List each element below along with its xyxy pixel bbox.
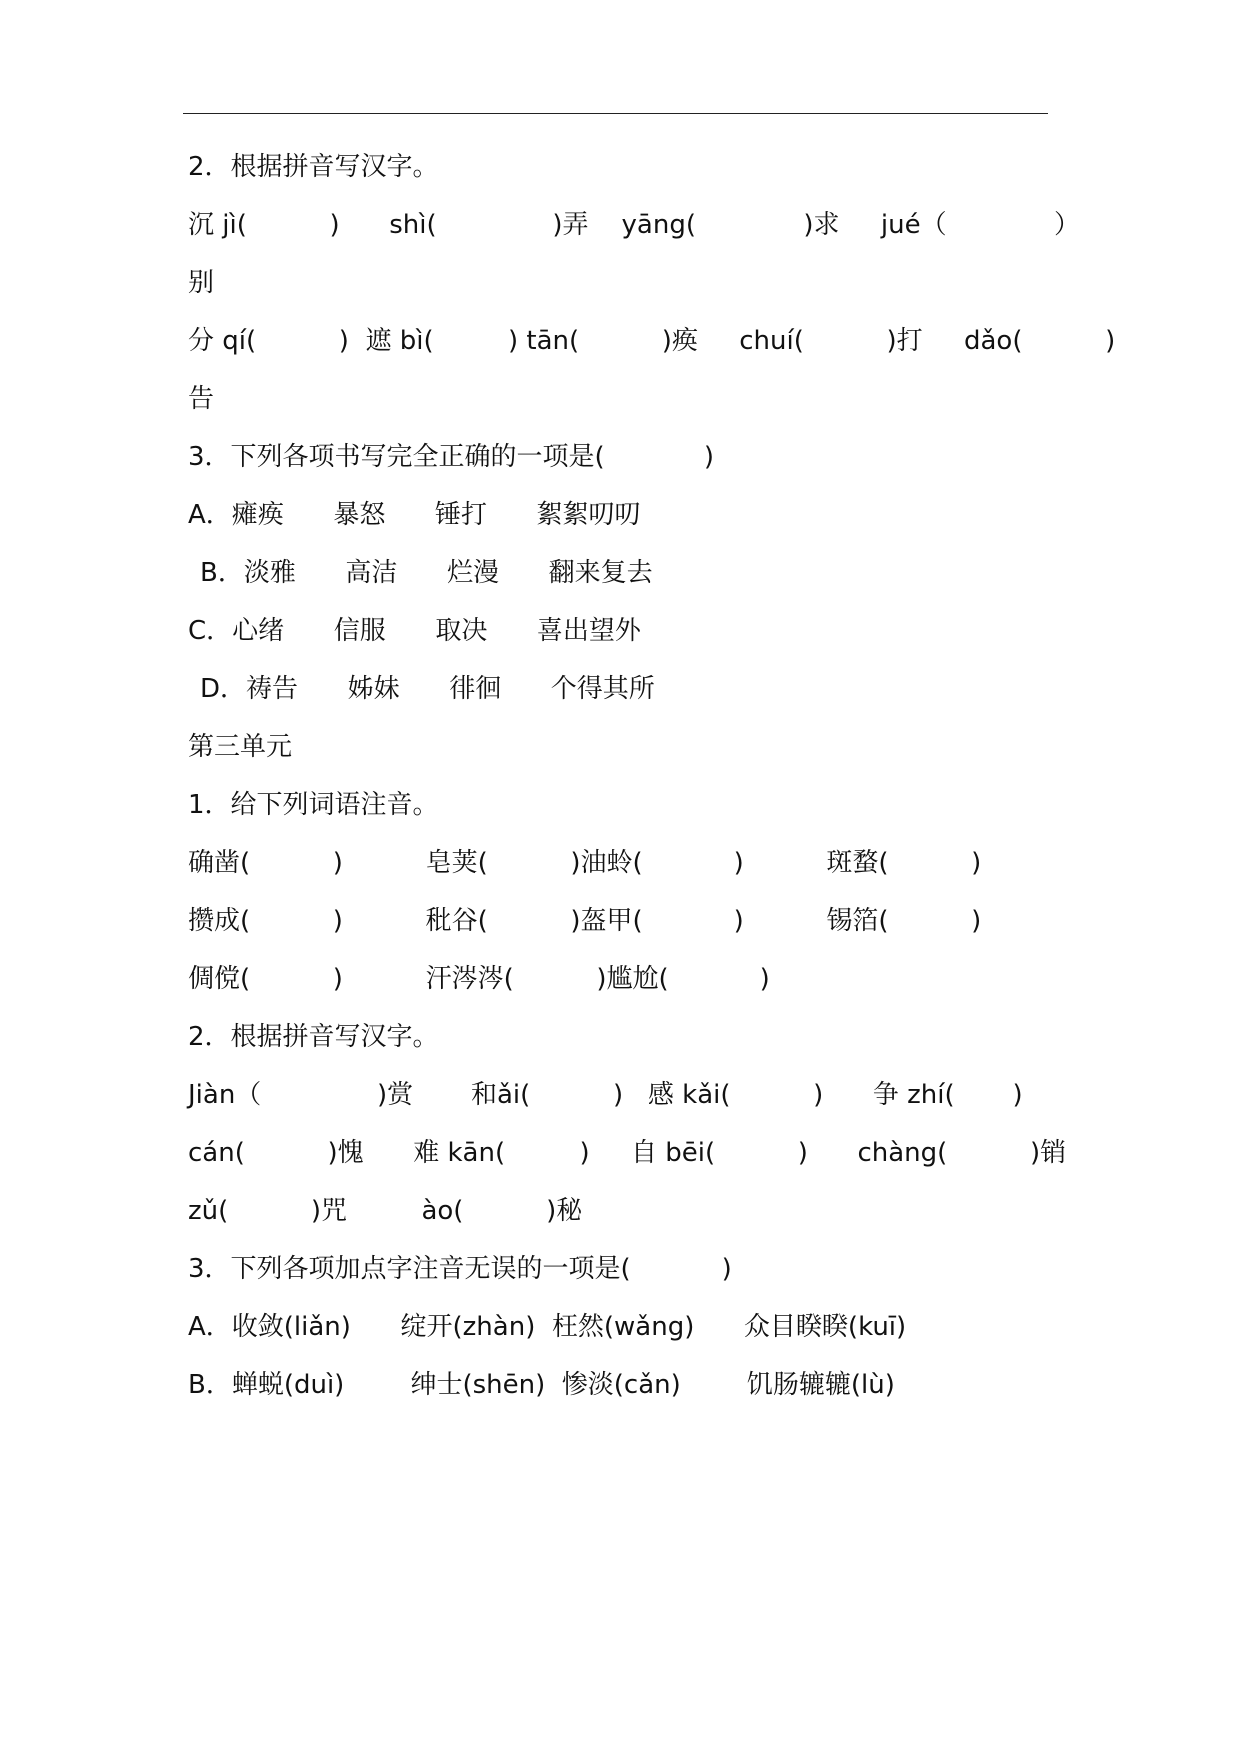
question-2-title: 2．根据拼音写汉字。 (188, 152, 439, 182)
option-b: B．淡雅 高洁 烂漫 翻来复去 (200, 558, 653, 588)
option-b2: B．蝉蜕(duì) 绅士(shēn) 惨淡(cǎn) 饥肠辘辘(lù) (188, 1370, 895, 1400)
option-a2: A．收敛(liǎn) 绽开(zhàn) 枉然(wǎng) 众目睽睽(kuī) (188, 1312, 907, 1342)
pinyin-line-2-wrap: 告 (188, 384, 215, 414)
words-line-2: 攒成( ) 秕谷( )盔甲( ) 锡箔( ) (188, 906, 982, 936)
pinyin-line-1: 沉 jì( ) shì( )弄 yāng( )求 jué（ ） (188, 210, 1081, 240)
option-c: C．心绪 信服 取决 喜出望外 (188, 616, 641, 646)
pinyin-line-1-wrap: 别 (188, 268, 215, 298)
pinyin-line-4: cán( )愧 难 kān( ) 自 bēi( ) chàng( )销 (188, 1138, 1067, 1168)
option-a: A．瘫痪 暴怒 锤打 絮絮叨叨 (188, 500, 641, 530)
pinyin-line-5: zǔ( )咒 ào( )秘 (188, 1196, 583, 1226)
question-3-title: 3．下列各项书写完全正确的一项是( ) (188, 442, 715, 472)
words-line-1: 确凿( ) 皂荚( )油蛉( ) 斑蝥( ) (188, 848, 982, 878)
option-d: D．祷告 姊妹 徘徊 个得其所 (200, 674, 655, 704)
unit-heading: 第三单元 (188, 732, 293, 762)
words-line-3: 倜傥( ) 汗涔涔( )尴尬( ) (188, 964, 770, 994)
pinyin-line-3: Jiàn（ )赏 和ǎi( ) 感 kǎi( ) 争 zhí( ) (188, 1080, 1023, 1110)
question-3b-title: 3．下列各项加点字注音无误的一项是( ) (188, 1254, 732, 1284)
header-rule (183, 113, 1048, 114)
pinyin-line-2: 分 qí( ) 遮 bì( ) tān( )痪 chuí( )打 dǎo( ) (188, 326, 1116, 356)
question-2b-title: 2．根据拼音写汉字。 (188, 1022, 439, 1052)
question-1-title: 1．给下列词语注音。 (188, 790, 439, 820)
